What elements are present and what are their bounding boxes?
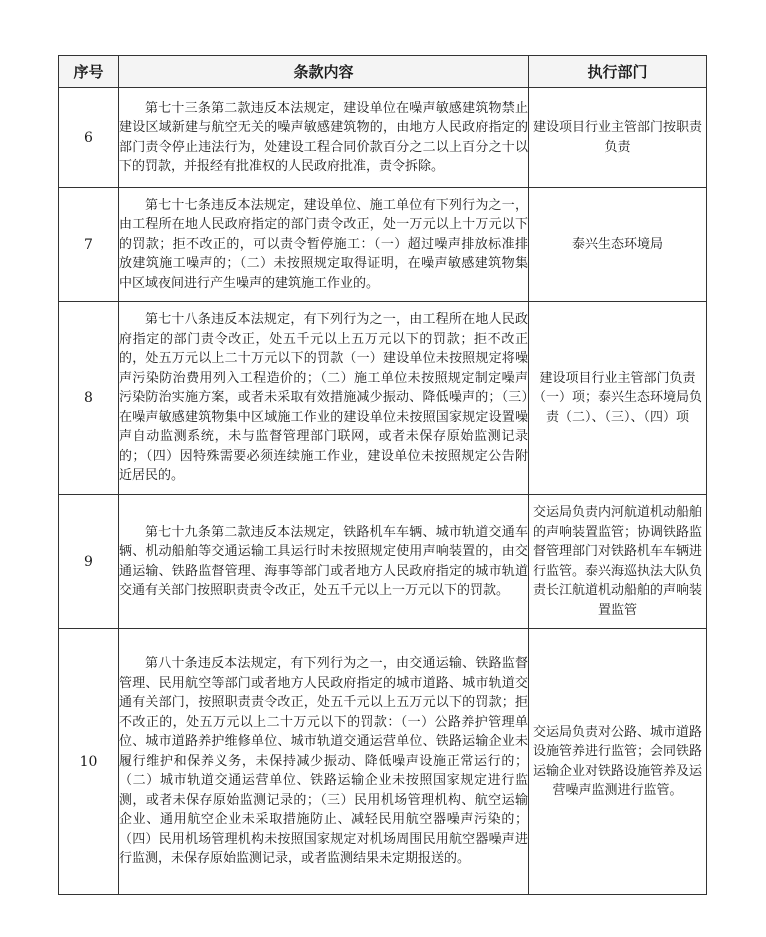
header-content: 条款内容 [119,56,529,88]
department-cell: 泰兴生态环境局 [529,188,707,302]
table-header [59,56,707,88]
row-number: 10 [59,629,119,895]
table-row [59,188,707,302]
department-cell: 建设项目行业主管部门负责（一）项；泰兴生态环境局负责（二）、（三）、（四）项 [529,302,707,495]
clause-content-cell [119,188,529,302]
row-number: 8 [59,302,119,495]
clause-text: 第七十七条违反本法规定，建设单位、施工单位有下列行为之一，由工程所在地人民政府指定的部门责令改正，处一万元以上十万元以下的罚款；拒不改正的，可以责令暂停施工：（一）超过噪声排放标准排放建筑施工噪声的；（二）未按照规定取得证明，在噪声敏感建筑物集中区域夜间进行产生噪声的建筑施工作业的。 [119,197,528,291]
clause-text: 第八十条违反本法规定，有下列行为之一，由交通运输、铁路监督管理、民用航空等部门或者地方人民政府指定的城市道路、城市轨道交通有关部门，按照职责责令改正，处五千元以上五万元以下的罚款；拒不改正的，处五万元以上二十万元以下的罚款：（一）公路养护管理单位、城市道路养护维修单位、城市轨道交通运营单位、铁路运输企业未履行维护和保养义务，未保持减少振动、降低噪声设施正常运行的；（二）城市轨道交通运营单位、铁路运输企业未按照国家规定进行监测，或者未保存原始监测记录的；（三）民用机场管理机构、航空运输企业、通用航空企业未采取措施防止、减轻民用航空器噪声污染的；（四）民用机场管理机构未按照国家规定对机场周围民用航空器噪声进行监测，未保存原始监测记录，或者监测结果未定期报送的。 [119,656,528,867]
department-cell: 建设项目行业主管部门按职责负责 [529,88,707,188]
table-row [59,88,707,188]
row-number: 6 [59,88,119,188]
table-row [59,495,707,629]
clause-content-cell [119,629,529,895]
clause-text: 第七十八条违反本法规定，有下列行为之一，由工程所在地人民政府指定的部门责令改正，处五千元以上五万元以下的罚款；拒不改正的，处五万元以上二十万元以下的罚款（一）建设单位未按照规定将噪声污染防治费用列入工程造价的；（二）施工单位未按照规定制定噪声污染防治实施方案，或者未采取有效措施减少振动、降低噪声的；（三）在噪声敏感建筑物集中区域施工作业的建设单位未按照国家规定设置噪声自动监测系统，未与监督管理部门联网，或者未保存原始监测记录的；（四）因特殊需要必须连续施工作业，建设单位未按照规定公告附近居民的。 [119,312,528,484]
table-body [59,88,707,895]
department-cell: 交运局负责内河航道机动船舶的声响装置监管；协调铁路监督管理部门对铁路机车车辆进行监管。泰兴海巡执法大队负责长江航道机动船舶的声响装置监管 [529,495,707,629]
clause-content-cell [119,88,529,188]
table-row [59,302,707,495]
clause-content-cell [119,302,529,495]
table-row [59,629,707,895]
department-cell: 交运局负责对公路、城市道路设施管养进行监管；会同铁路运输企业对铁路设施管养及运营噪声监测进行监管。 [529,629,707,895]
clause-text: 第七十九条第二款违反本法规定，铁路机车车辆、城市轨道交通车辆、机动船舶等交通运输工具运行时未按照规定使用声响装置的，由交通运输、铁路监督管理、海事等部门或者地方人民政府指定的城市轨道交通有关部门按照职责责令改正，处五千元以上一万元以下的罚款。 [119,524,528,598]
row-number: 7 [59,188,119,302]
row-number: 9 [59,495,119,629]
clause-text: 第七十三条第二款违反本法规定，建设单位在噪声敏感建筑物禁止建设区域新建与航空无关的噪声敏感建筑物的，由地方人民政府指定的部门责令停止违法行为，处建设工程合同价款百分之二以上百分之十以下的罚款，并报经有批准权的人民政府批准，责令拆除。 [119,100,528,174]
clause-table [58,55,707,895]
header-dept: 执行部门 [529,56,707,88]
header-no: 序号 [59,56,119,88]
clause-content-cell [119,495,529,629]
